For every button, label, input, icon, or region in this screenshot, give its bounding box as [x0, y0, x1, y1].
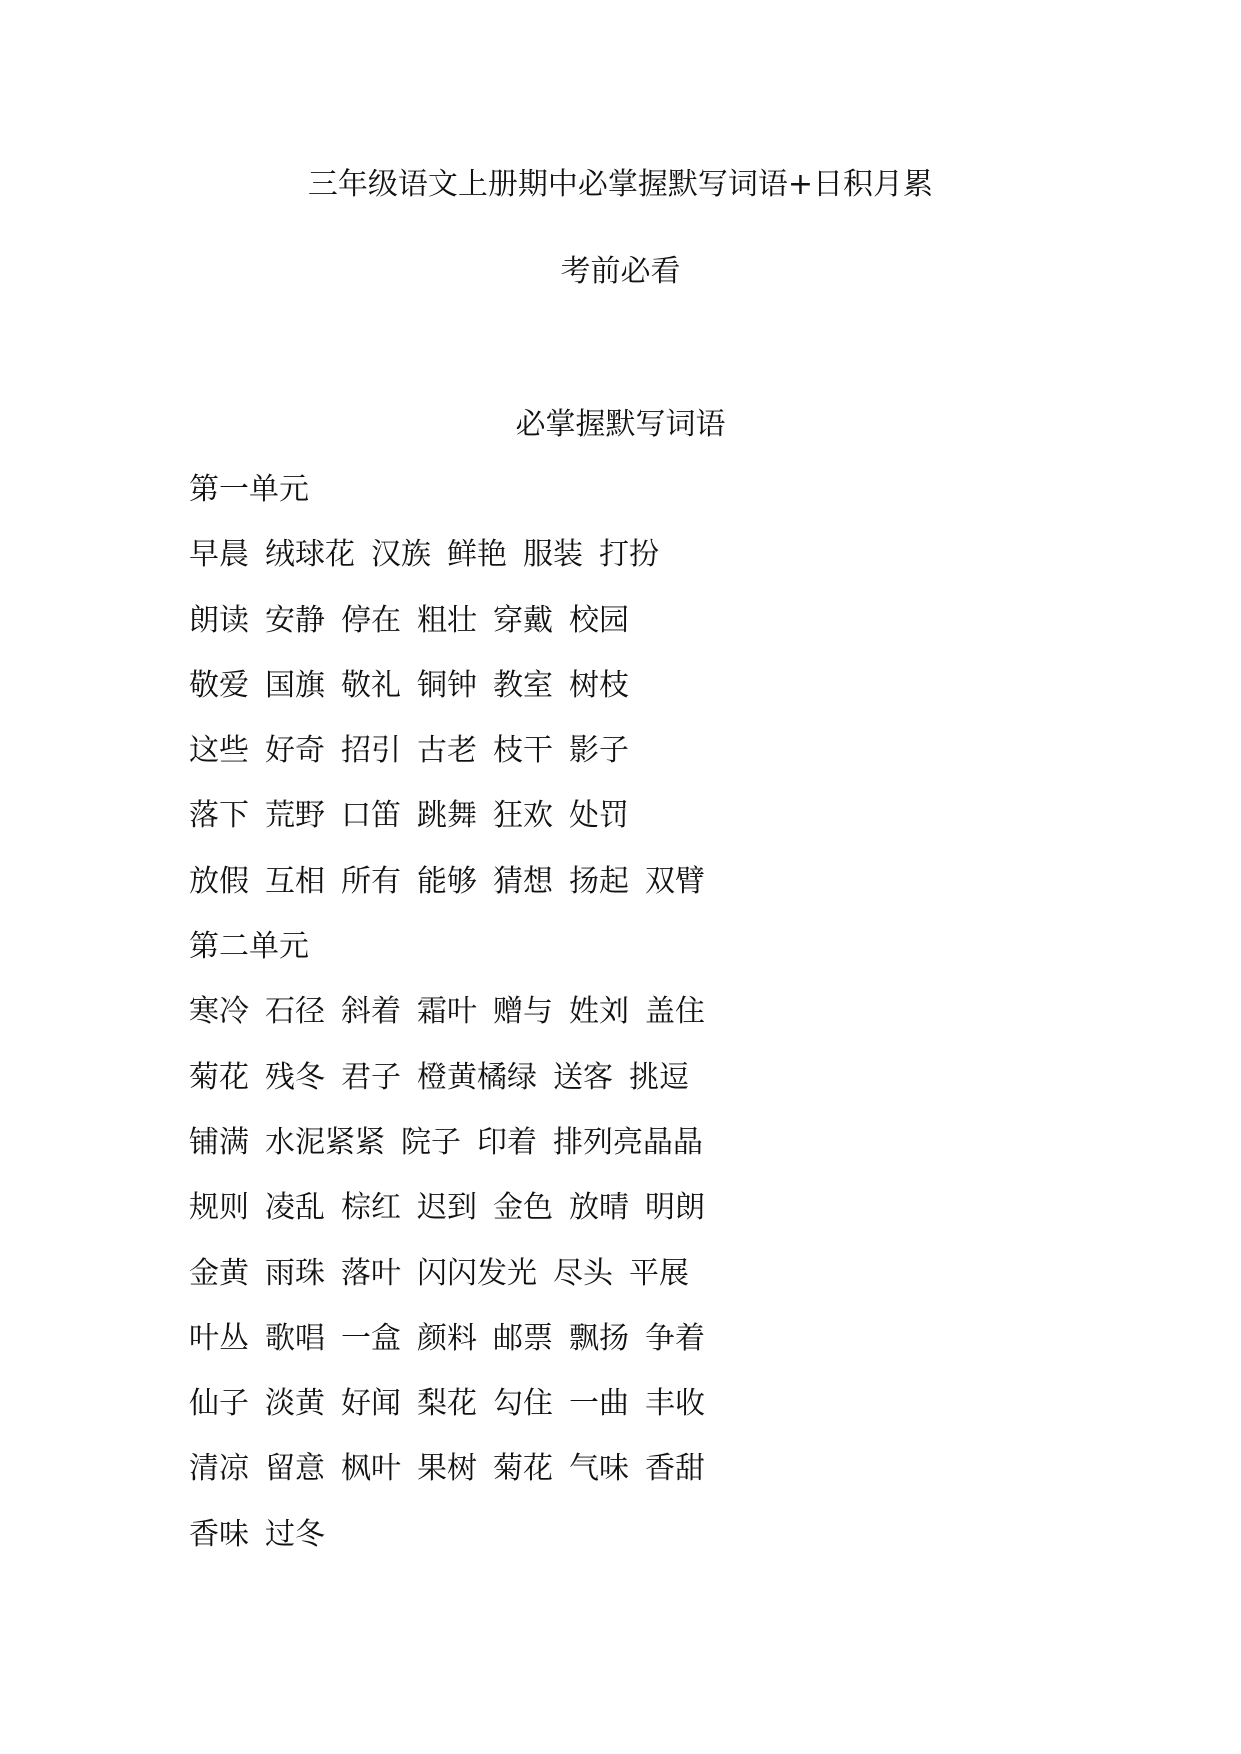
- vocabulary-word: 棕红: [341, 1190, 401, 1226]
- vocabulary-word: 香甜: [645, 1451, 705, 1487]
- vocabulary-word: 荒野: [265, 798, 325, 834]
- vocabulary-word: 安静: [265, 602, 325, 638]
- vocabulary-word: 排列亮晶晶: [553, 1124, 703, 1160]
- vocabulary-word: 歌唱: [265, 1320, 325, 1356]
- vocabulary-word: 雨珠: [265, 1255, 325, 1291]
- vocabulary-word: 跳舞: [417, 798, 477, 834]
- vocabulary-word: 淡黄: [265, 1386, 325, 1422]
- vocabulary-word: 枝干: [493, 733, 553, 769]
- vocabulary-word: 残冬: [265, 1059, 325, 1095]
- vocabulary-word: 尽头: [553, 1255, 613, 1291]
- vocabulary-word: 寒冷: [189, 994, 249, 1030]
- vocabulary-word: 招引: [341, 733, 401, 769]
- vocabulary-word: 凌乱: [265, 1190, 325, 1226]
- vocabulary-word: 留意: [265, 1451, 325, 1487]
- vocabulary-word: 双臂: [645, 863, 705, 899]
- vocabulary-word: 勾住: [493, 1386, 553, 1422]
- vocabulary-word: 挑逗: [629, 1059, 689, 1095]
- word-row: [189, 1384, 1089, 1449]
- word-row: [189, 601, 1089, 666]
- vocabulary-word: 树枝: [569, 667, 629, 703]
- vocabulary-word: 枫叶: [341, 1451, 401, 1487]
- vocabulary-word: 影子: [569, 733, 629, 769]
- vocabulary-word: 香味: [189, 1516, 249, 1552]
- vocabulary-word: 这些: [189, 733, 249, 769]
- vocabulary-word: 国旗: [265, 667, 325, 703]
- document-subtitle: 考前必看: [560, 254, 681, 289]
- vocabulary-word: 斜着: [341, 994, 401, 1030]
- vocabulary-word: 能够: [417, 863, 477, 899]
- vocabulary-word: 粗壮: [417, 602, 477, 638]
- vocabulary-word: 铺满: [189, 1124, 249, 1160]
- vocabulary-word: 叶丛: [189, 1320, 249, 1356]
- word-row: [189, 535, 1089, 600]
- vocabulary-word: 明朗: [645, 1190, 705, 1226]
- vocabulary-word: 敬礼: [341, 667, 401, 703]
- word-row: [189, 1058, 1089, 1123]
- vocabulary-word: 古老: [417, 733, 477, 769]
- vocabulary-word: 校园: [569, 602, 629, 638]
- vocabulary-word: 君子: [341, 1059, 401, 1095]
- vocabulary-word: 印着: [477, 1124, 537, 1160]
- vocabulary-word: 仙子: [189, 1386, 249, 1422]
- word-row: [189, 862, 1089, 927]
- vocabulary-word: 橙黄橘绿: [417, 1059, 537, 1095]
- word-row: [189, 666, 1089, 731]
- vocabulary-word: 敬爱: [189, 667, 249, 703]
- vocabulary-word: 落下: [189, 798, 249, 834]
- vocabulary-word: 朗读: [189, 602, 249, 638]
- word-list: [189, 470, 1089, 1580]
- word-row: [189, 1449, 1089, 1514]
- vocabulary-word: 鲜艳: [447, 537, 507, 573]
- document-title: 三年级语文上册期中必掌握默写词语+日积月累: [307, 167, 934, 202]
- vocabulary-word: 飘扬: [569, 1320, 629, 1356]
- vocabulary-word: 处罚: [569, 798, 629, 834]
- vocabulary-word: 菊花: [189, 1059, 249, 1095]
- vocabulary-word: 一曲: [569, 1386, 629, 1422]
- vocabulary-word: 盖住: [645, 994, 705, 1030]
- vocabulary-word: 清凉: [189, 1451, 249, 1487]
- vocabulary-word: 石径: [265, 994, 325, 1030]
- vocabulary-word: 停在: [341, 602, 401, 638]
- section-heading: 必掌握默写词语: [515, 407, 726, 442]
- vocabulary-word: 教室: [493, 667, 553, 703]
- vocabulary-word: 放假: [189, 863, 249, 899]
- vocabulary-word: 好闻: [341, 1386, 401, 1422]
- vocabulary-word: 霜叶: [417, 994, 477, 1030]
- word-row: [189, 1188, 1089, 1253]
- vocabulary-word: 菊花: [493, 1451, 553, 1487]
- vocabulary-word: 铜钟: [417, 667, 477, 703]
- vocabulary-word: 过冬: [265, 1516, 325, 1552]
- vocabulary-word: 邮票: [493, 1320, 553, 1356]
- vocabulary-word: 金黄: [189, 1255, 249, 1291]
- vocabulary-word: 猜想: [493, 863, 553, 899]
- vocabulary-word: 互相: [265, 863, 325, 899]
- vocabulary-word: 落叶: [341, 1255, 401, 1291]
- vocabulary-word: 丰收: [645, 1386, 705, 1422]
- vocabulary-word: 颜料: [417, 1320, 477, 1356]
- unit-heading: 第二单元: [189, 929, 309, 965]
- vocabulary-word: 早晨: [189, 537, 249, 573]
- vocabulary-word: 送客: [553, 1059, 613, 1095]
- vocabulary-word: 扬起: [569, 863, 629, 899]
- vocabulary-word: 水泥紧紧: [265, 1124, 385, 1160]
- word-row: [189, 1123, 1089, 1188]
- vocabulary-word: 姓刘: [569, 994, 629, 1030]
- vocabulary-word: 闪闪发光: [417, 1255, 537, 1291]
- vocabulary-word: 一盒: [341, 1320, 401, 1356]
- vocabulary-word: 口笛: [341, 798, 401, 834]
- vocabulary-word: 气味: [569, 1451, 629, 1487]
- vocabulary-word: 狂欢: [493, 798, 553, 834]
- word-row: [189, 731, 1089, 796]
- word-row: [189, 992, 1089, 1057]
- vocabulary-word: 好奇: [265, 733, 325, 769]
- vocabulary-word: 赠与: [493, 994, 553, 1030]
- vocabulary-word: 打扮: [599, 537, 659, 573]
- vocabulary-word: 所有: [341, 863, 401, 899]
- vocabulary-word: 穿戴: [493, 602, 553, 638]
- vocabulary-word: 绒球花: [265, 537, 355, 573]
- vocabulary-word: 梨花: [417, 1386, 477, 1422]
- word-row: [189, 1319, 1089, 1384]
- vocabulary-word: 平展: [629, 1255, 689, 1291]
- vocabulary-word: 规则: [189, 1190, 249, 1226]
- word-row: [189, 1515, 1089, 1580]
- word-row: [189, 796, 1089, 861]
- vocabulary-word: 争着: [645, 1320, 705, 1356]
- vocabulary-word: 汉族: [371, 537, 431, 573]
- vocabulary-word: 放晴: [569, 1190, 629, 1226]
- vocabulary-word: 服装: [523, 537, 583, 573]
- word-row: [189, 1254, 1089, 1319]
- vocabulary-word: 迟到: [417, 1190, 477, 1226]
- vocabulary-word: 果树: [417, 1451, 477, 1487]
- vocabulary-word: 金色: [493, 1190, 553, 1226]
- vocabulary-word: 院子: [401, 1124, 461, 1160]
- unit-heading: 第一单元: [189, 472, 309, 507]
